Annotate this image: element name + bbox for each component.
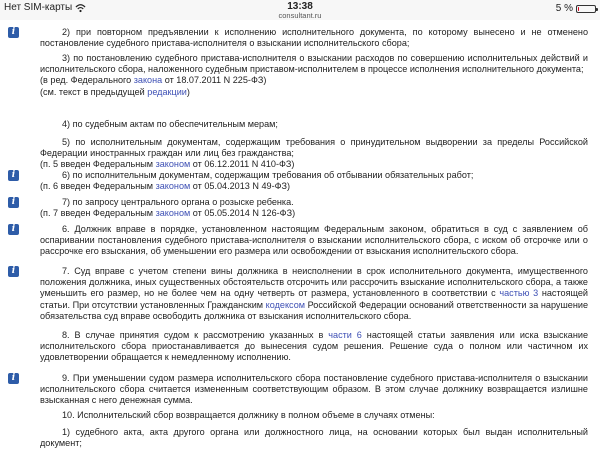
paragraph-item-2: [40, 27, 588, 49]
paragraph-item-4: [40, 119, 588, 130]
amendment-note: (в ред. Федерального закона от 18.07.2011 N 225-ФЗ): [40, 75, 267, 86]
paragraph-text: 6) по исполнительным документам, содержащим требования об отбывании обязательных работ;: [62, 170, 474, 180]
see-previous-note: (см. текст в предыдущей редакции): [40, 86, 190, 97]
part-3-link[interactable]: частью 3: [499, 288, 539, 299]
status-bar: [0, 0, 600, 20]
info-icon[interactable]: i: [8, 170, 19, 181]
section-9: [40, 373, 588, 407]
paragraph-item-7: [40, 197, 588, 219]
paragraph-text: 5) по исполнительным документам, содержащим требования о принудительном выдворении за пределы Российской Федерации иностранных граждан или лиц без гражданства;: [40, 137, 588, 159]
battery-status: [556, 3, 596, 14]
law-link[interactable]: законом: [155, 208, 191, 219]
section-10-item-1: [40, 427, 588, 449]
paragraph-text: 2) при повторном предъявлении к исполнению исполнительного документа, по которому вынесено и не отменено постановление судебного пристава-исполнителя о взыскании исполнительского сбора;: [40, 27, 588, 49]
info-icon[interactable]: i: [8, 197, 19, 208]
url-domain[interactable]: consultant.ru: [278, 11, 322, 20]
paragraph-text: 4) по судебным актам по обеспечительным мерам;: [62, 119, 278, 129]
section-6: [40, 224, 588, 258]
carrier-label: Нет SIM-карты: [4, 2, 73, 13]
section-text: 6. Должник вправе в порядке, установленном настоящим Федеральным законом, обратиться в суд с заявлением об оспаривании постановления судебного пристава-исполнителя о взыскании исполнительского сбора, с иском об отсрочке или о рассрочке его взыскания, об уменьшении его размера или освобождении от взыскания исполнительского сбора.: [40, 224, 588, 257]
section-10: [40, 410, 588, 421]
info-icon[interactable]: i: [8, 27, 19, 38]
battery-level-fill: [578, 7, 579, 11]
paragraph-text: 3) по постановлению судебного пристава-исполнителя о взыскании расходов по совершению исполнительных действий и исполнительского сбора, наложенного судебным приставом-исполнителем в процессе исполнения исполнительного документа;: [40, 53, 588, 75]
clock: 13:38: [287, 1, 313, 12]
section-7: [40, 266, 588, 322]
section-text: 9. При уменьшении судом размера исполнительского сбора постановление судебного пристава-исполнителя о взыскании исполнительского сбора считается измененным соответствующим образом. В этом случае должнику возвращается излишне взысканная с него денежная сумма.: [40, 373, 588, 406]
section-8: [40, 330, 588, 364]
paragraph-item-5: [40, 137, 588, 171]
section-text: 10. Исполнительский сбор возвращается должнику в полном объеме в случаях отмены:: [62, 410, 435, 420]
amendment-note: (п. 5 введен Федеральным законом от 06.12.2011 N 410-ФЗ): [40, 159, 295, 170]
civil-code-link[interactable]: кодексом: [265, 299, 306, 310]
section-text: 7. Суд вправе с учетом степени вины должника в неисполнении в срок исполнительного документа, имущественного положения должника, иных существенных обстоятельств отсрочить или рассрочить взыскание исполнительского сбора, а также уменьшить его размер, но не более чем на одну четверть от размера, установленного в соответствии с частью 3 настоящей статьи. При отсутствии установленных Гражданским кодексом Российской Федерации оснований ответственности за нарушение обязательства суд вправе освободить должника от взыскания исполнительского сбора.: [40, 266, 589, 321]
paragraph-item-6: [40, 170, 588, 192]
amendment-note: (п. 6 введен Федеральным законом от 05.04.2013 N 49-ФЗ): [40, 181, 291, 192]
amendment-note: (п. 7 введен Федеральным законом от 05.05.2014 N 126-ФЗ): [40, 208, 296, 219]
law-link[interactable]: законом: [155, 181, 191, 192]
part-6-link[interactable]: части 6: [328, 330, 362, 340]
previous-edition-link[interactable]: редакции: [147, 86, 187, 97]
info-icon[interactable]: i: [8, 373, 19, 384]
section-text: 1) судебного акта, акта другого органа или должностного лица, на основании которых был выдан исполнительный документ;: [40, 427, 588, 449]
battery-icon: [576, 5, 596, 13]
law-link[interactable]: законом: [155, 159, 191, 170]
battery-percent: 5 %: [555, 3, 573, 14]
paragraph-text: 7) по запросу центрального органа о розыске ребенка.: [62, 197, 294, 207]
info-icon[interactable]: i: [8, 266, 19, 277]
document-content[interactable]: [0, 20, 600, 450]
law-link[interactable]: закона: [133, 75, 163, 86]
paragraph-item-3: [40, 53, 588, 98]
info-icon[interactable]: i: [8, 224, 19, 235]
section-text: 8. В случае принятия судом к рассмотрению указанных в части 6 настоящей статьи заявления или иска взыскание исполнительского сбора приостанавливается до вынесения судом решения. Решение суда о полном или частичном их удовлетворении обращается к немедленному исполнению.: [40, 330, 589, 363]
